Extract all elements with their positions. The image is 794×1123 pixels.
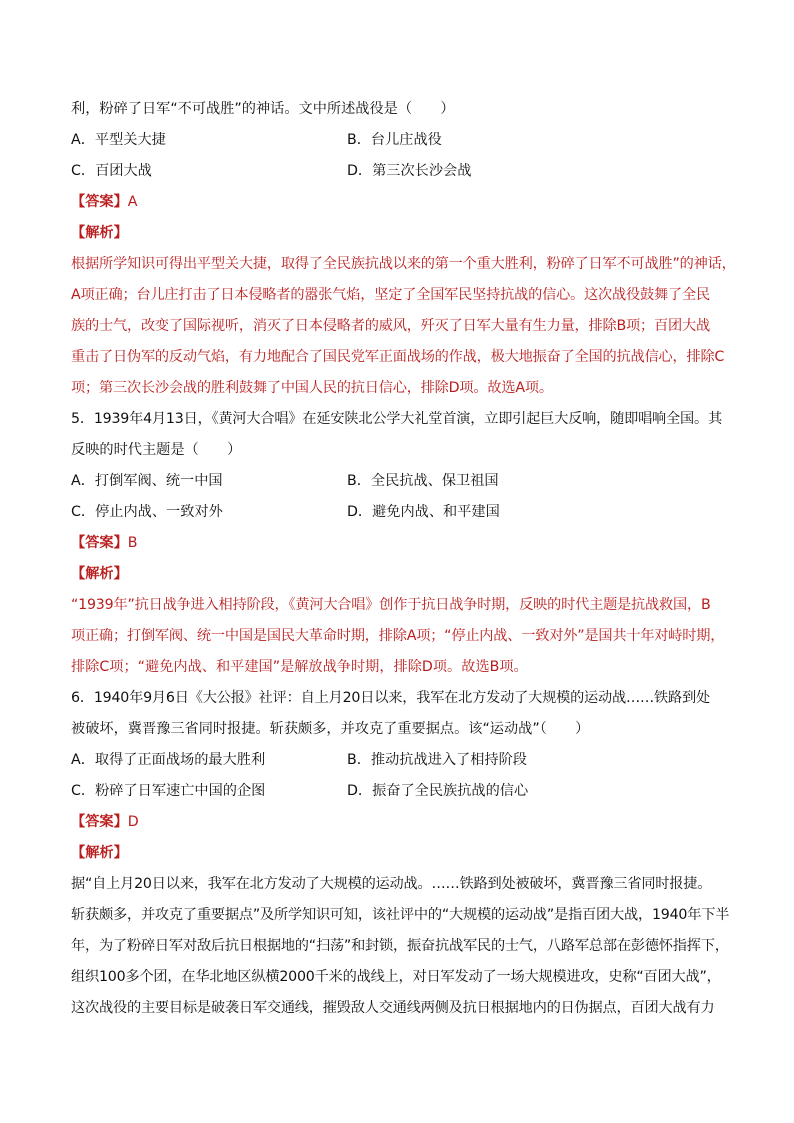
document-page — [71, 94, 736, 1024]
q6-analysis-line: 年，为了粉碎日军对敌后抗日根据地的“扫荡”和封锁，振奋抗战军民的士气，八路军总部在彭德怀指挥下， — [71, 938, 729, 954]
q4-answer-value: A — [127, 194, 138, 210]
q5-option-a: A．打倒军阀、统一中国 — [71, 473, 223, 489]
q4-option-c: C．百团大战 — [71, 163, 152, 179]
q6-stem-line: 被破坏，冀晋豫三省同时报捷。斩获颇多，并攻克了重要据点。该“运动战”（ ） — [71, 721, 590, 737]
q6-stem-line: 6．1940年9月6日《大公报》社评：自上月20日以来，我军在北方发动了大规模的运动战……铁路到处 — [71, 690, 710, 706]
q5-answer-value: B — [127, 535, 138, 551]
q5-stem-line: 5．1939年4月13日，《黄河大合唱》在延安陕北公学大礼堂首演，立即引起巨大反响，随即唱响全国。其 — [71, 411, 722, 427]
q6-answer-label: 【答案】 — [71, 814, 128, 830]
q6-analysis-line: 这次战役的主要目标是破袭日军交通线，摧毁敌人交通线两侧及抗日根据地内的日伪据点，百团大战有力 — [71, 1000, 715, 1016]
q4-analysis-line: 重击了日伪军的反动气焰，有力地配合了国民党军正面战场的作战，极大地振奋了全国的抗战信心，排除C — [71, 349, 725, 365]
q5-option-c: C．停止内战、一致对外 — [71, 504, 223, 520]
q4-option-a: A．平型关大捷 — [71, 132, 166, 148]
q5-answer-label: 【答案】 — [71, 535, 128, 551]
q5-analysis-line: “1939年”抗日战争进入相持阶段，《黄河大合唱》创作于抗日战争时期，反映的时代主题是抗战救国，B — [71, 597, 711, 613]
q4-option-d: D．第三次长沙会战 — [347, 163, 472, 179]
q4-options-row-2 — [71, 156, 723, 187]
q6-answer — [71, 807, 723, 838]
q5-options-row-1 — [71, 466, 723, 497]
q6-answer-value: D — [127, 814, 139, 830]
q4-options-row-1 — [71, 125, 723, 156]
q6-analysis-line: 斩获颇多，并攻克了重要据点”及所学知识可知，该社评中的“大规模的运动战”是指百团大战，1940年下半 — [71, 907, 730, 923]
q6-option-b: B．推动抗战进入了相持阶段 — [347, 752, 527, 768]
q6-analysis-label: 【解析】 — [71, 845, 128, 861]
q4-option-b: B．台儿庄战役 — [347, 132, 442, 148]
q4-stem-tail: 利，粉碎了日军“不可战胜”的神话。文中所述战役是（ ） — [71, 101, 455, 117]
q4-analysis-line: A项正确；台儿庄打击了日本侵略者的嚣张气焰，坚定了全国军民坚持抗战的信心。这次战役鼓舞了全民 — [71, 287, 710, 303]
q5-analysis-label: 【解析】 — [71, 566, 128, 582]
q5-option-d: D．避免内战、和平建国 — [347, 504, 500, 520]
q5-answer — [71, 528, 723, 559]
q6-analysis-line: 据“自上月20日以来，我军在北方发动了大规模的运动战。……铁路到处被破坏，冀晋豫三省同时报捷。 — [71, 876, 712, 892]
q4-analysis-line: 族的士气，改变了国际视听，消灭了日本侵略者的威风，歼灭了日军大量有生力量，排除B项；百团大战 — [71, 318, 710, 334]
q5-options-row-2 — [71, 497, 723, 528]
q4-analysis-line: 根据所学知识可得出平型关大捷，取得了全民族抗战以来的第一个重大胜利，粉碎了日军不可战胜”的神话， — [71, 256, 736, 272]
q6-option-d: D．振奋了全民族抗战的信心 — [347, 783, 529, 799]
q4-analysis-label: 【解析】 — [71, 225, 128, 241]
q4-answer-label: 【答案】 — [71, 194, 128, 210]
q6-analysis-line: 组织100多个团，在华北地区纵横2000千米的战线上，对日军发动了一场大规模进攻，史称“百团大战”， — [71, 969, 721, 985]
q5-analysis-line: 项正确；打倒军阀、统一中国是国民大革命时期，排除A项；“停止内战、一致对外”是国共十年对峙时期， — [71, 628, 725, 644]
q5-option-b: B．全民抗战、保卫祖国 — [347, 473, 499, 489]
q6-option-a: A．取得了正面战场的最大胜利 — [71, 752, 266, 768]
q4-analysis-line: 项；第三次长沙会战的胜利鼓舞了中国人民的抗日信心，排除D项。故选A项。 — [71, 380, 553, 396]
q6-options-row-1 — [71, 745, 723, 776]
q4-answer — [71, 187, 723, 218]
q5-stem-line: 反映的时代主题是（ ） — [71, 442, 242, 458]
q6-option-c: C．粉碎了日军速亡中国的企图 — [71, 783, 266, 799]
q5-analysis-line: 排除C项；“避免内战、和平建国”是解放战争时期，排除D项。故选B项。 — [71, 659, 528, 675]
q6-options-row-2 — [71, 776, 723, 807]
